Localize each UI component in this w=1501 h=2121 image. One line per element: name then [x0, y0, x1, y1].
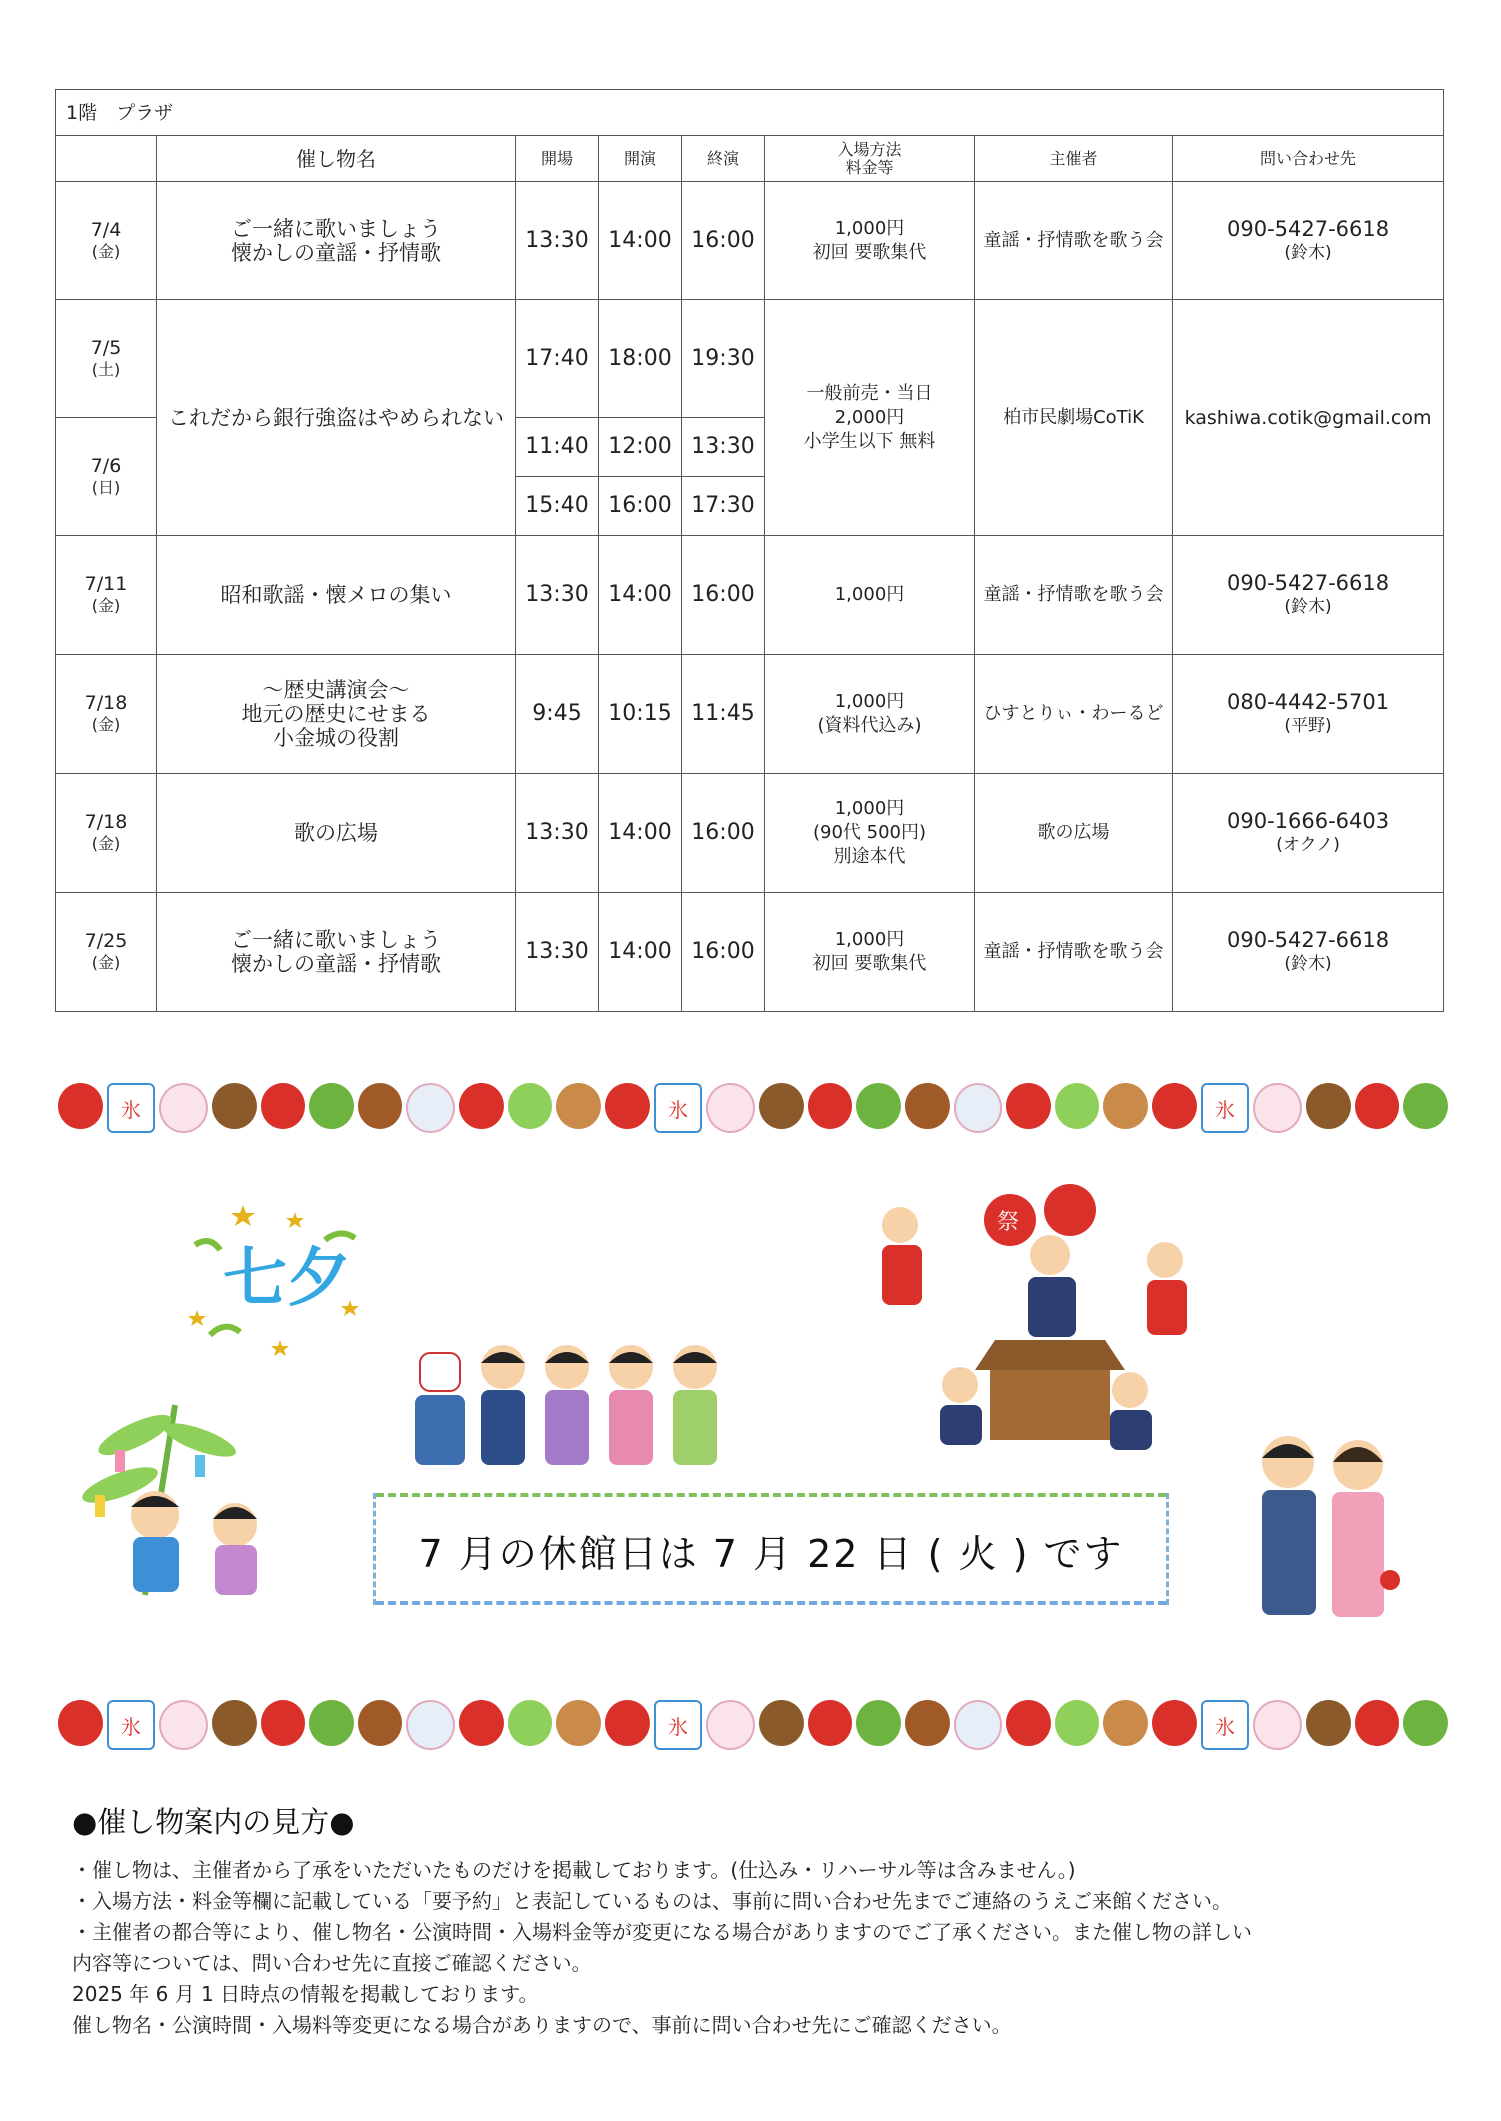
- start-time: 12:00: [599, 418, 682, 477]
- event-title-line: 懐かしの童謡・抒情歌: [231, 240, 441, 265]
- kakigori-flag-icon: 氷: [107, 1083, 156, 1133]
- yukata-couple-icon: [1240, 1430, 1405, 1630]
- closure-notice-text: 7 月の休館日は 7 月 22 日 ( 火 ) です: [418, 1532, 1124, 1576]
- contact-email: kashiwa.cotik@gmail.com: [1173, 300, 1444, 536]
- fee-line: 1,000円: [834, 798, 905, 819]
- green-fan-icon: [309, 1083, 354, 1129]
- usage-notes: [72, 1800, 1452, 2041]
- kakigori-flag-icon: 氷: [107, 1700, 156, 1750]
- castella-icon: [1103, 1700, 1148, 1746]
- open-time: 13:30: [516, 774, 599, 893]
- lantern-icon: [1006, 1700, 1051, 1746]
- fee-cell: [765, 182, 975, 300]
- header-row: [56, 136, 1444, 182]
- date: 7/18: [84, 692, 128, 714]
- header-end: 終演: [682, 136, 765, 182]
- table-row: [56, 655, 1444, 774]
- takoyaki-icon: [212, 1083, 257, 1129]
- yakitori-icon: [905, 1083, 950, 1129]
- lantern-icon: [1006, 1083, 1051, 1129]
- event-schedule-table: [55, 89, 1444, 1012]
- date: 7/25: [84, 930, 128, 952]
- kakigori-flag-icon: 氷: [654, 1083, 703, 1133]
- green-fan-icon: [309, 1700, 354, 1746]
- event-title-line: これだから銀行強盗はやめられない: [168, 405, 504, 430]
- matsuri-shrine-icon: [860, 1165, 1200, 1455]
- contact-cell: [1173, 655, 1444, 774]
- fee-line: 初回 要歌集代: [812, 241, 927, 263]
- open-time: 17:40: [516, 300, 599, 418]
- event-title-line: ご一緒に歌いましょう: [231, 216, 441, 241]
- fee-line: 小学生以下 無料: [803, 430, 936, 452]
- fee-line: (90代 500円): [812, 822, 927, 843]
- table-row: [56, 182, 1444, 300]
- water-balloon-icon: [1055, 1083, 1100, 1129]
- day-of-week: (金): [91, 953, 121, 972]
- green-fan-icon: [856, 1083, 901, 1129]
- castella-icon: [1103, 1083, 1148, 1129]
- table-row: [56, 300, 1444, 418]
- start-time: 18:00: [599, 300, 682, 418]
- omen-mask-icon: [954, 1083, 1003, 1133]
- event-title-line: 昭和歌謡・懐メロの集い: [220, 583, 452, 607]
- omen-mask-icon: [406, 1700, 455, 1750]
- open-time: 11:40: [516, 418, 599, 477]
- note-line: ・入場方法・料金等欄に記載している「要予約」と表記しているものは、事前に問い合わせ先までご連絡のうえご来館ください。: [72, 1889, 1232, 1913]
- contact-cell: [1173, 893, 1444, 1012]
- event-title-line: 歌の広場: [294, 821, 378, 845]
- cotton-candy-icon: [159, 1700, 208, 1750]
- open-time: 13:30: [516, 536, 599, 655]
- uchiwa-icon: [605, 1083, 650, 1129]
- note-line: 催し物名・公演時間・入場料等変更になる場合がありますので、事前に問い合わせ先にご確認ください。: [72, 2013, 1012, 2037]
- lantern-icon: [459, 1083, 504, 1129]
- water-balloon-icon: [508, 1083, 553, 1129]
- candy-apple-icon: [261, 1700, 306, 1746]
- start-time: 10:15: [599, 655, 682, 774]
- green-fan-icon: [1403, 1083, 1448, 1129]
- open-time: 9:45: [516, 655, 599, 774]
- fee-cell: [765, 655, 975, 774]
- contact-name: (鈴木): [1284, 954, 1332, 974]
- tanabata-logo-text: 七夕: [223, 1242, 351, 1316]
- header-start: 開演: [599, 136, 682, 182]
- date: 7/4: [90, 218, 122, 241]
- date-cell: [56, 182, 157, 300]
- fee-cell: [765, 774, 975, 893]
- header-entry-line1: 入場方法: [837, 139, 902, 159]
- takoyaki-icon: [1306, 1700, 1351, 1746]
- omen-mask-icon: [406, 1083, 455, 1133]
- matsuri-fan-text: 祭: [997, 1210, 1020, 1235]
- event-title-cell: [157, 655, 516, 774]
- date-cell: [56, 774, 157, 893]
- castella-icon: [556, 1083, 601, 1129]
- event-title-cell: [157, 774, 516, 893]
- yakitori-icon: [905, 1700, 950, 1746]
- fee-line: 1,000円: [834, 929, 905, 950]
- date: 7/6: [90, 454, 122, 477]
- day-of-week: (金): [91, 715, 121, 734]
- date-cell: [56, 655, 157, 774]
- end-time: 19:30: [682, 300, 765, 418]
- festival-border-top: [58, 1083, 1448, 1133]
- cotton-candy-icon: [706, 1083, 755, 1133]
- castella-icon: [556, 1700, 601, 1746]
- fee-line: (資料代込み): [817, 715, 922, 736]
- day-of-week: (土): [91, 359, 121, 379]
- fee-line: 1,000円: [834, 217, 905, 239]
- candy-apple-icon: [808, 1700, 853, 1746]
- day-of-week: (金): [91, 241, 121, 261]
- takoyaki-icon: [212, 1700, 257, 1746]
- table-row: [56, 893, 1444, 1012]
- closure-notice-box: [373, 1493, 1169, 1605]
- uchiwa-icon: [605, 1700, 650, 1746]
- end-time: 16:00: [682, 893, 765, 1012]
- date-cell: [56, 893, 157, 1012]
- fee-line: 1,000円: [834, 584, 905, 605]
- start-time: 16:00: [599, 477, 682, 536]
- day-of-week: (金): [91, 596, 121, 615]
- fee-line: 1,000円: [834, 691, 905, 712]
- green-fan-icon: [856, 1700, 901, 1746]
- table-row: [56, 774, 1444, 893]
- date: 7/18: [84, 811, 128, 833]
- children-bamboo-icon: [75, 1395, 285, 1600]
- fee-cell: [765, 893, 975, 1012]
- cotton-candy-icon: [1253, 1083, 1302, 1133]
- note-line: ・主催者の都合等により、催し物名・公演時間・入場料金等が変更になる場合がありますのでご了承ください。また催し物の詳しい: [72, 1920, 1252, 1944]
- organizer: ひすとりぃ・わーるど: [975, 655, 1173, 774]
- event-title-line: ご一緒に歌いましょう: [231, 928, 441, 952]
- end-time: 16:00: [682, 536, 765, 655]
- date-cell: [56, 536, 157, 655]
- end-time: 16:00: [682, 774, 765, 893]
- contact-phone: 080-4442-5701: [1226, 690, 1390, 714]
- contact-cell: [1173, 774, 1444, 893]
- open-time: 13:30: [516, 182, 599, 300]
- notes-title: ●催し物案内の見方●: [72, 1805, 355, 1839]
- note-line: 内容等については、問い合わせ先に直接ご確認ください。: [72, 1951, 592, 1975]
- uchiwa-icon: [58, 1700, 103, 1746]
- fee-line: 別途本代: [833, 846, 906, 867]
- header-entry-line2: 料金等: [845, 157, 894, 177]
- organizer: 童謡・抒情歌を歌う会: [975, 536, 1173, 655]
- kakigori-flag-icon: 氷: [1201, 1083, 1250, 1133]
- contact-cell: [1173, 536, 1444, 655]
- contact-name: (平野): [1284, 716, 1332, 736]
- candy-apple-icon: [261, 1083, 306, 1129]
- date-cell: [56, 418, 157, 536]
- contact-phone: 090-5427-6618: [1226, 571, 1390, 595]
- end-time: 13:30: [682, 418, 765, 477]
- contact-name: (鈴木): [1284, 597, 1332, 617]
- end-time: 11:45: [682, 655, 765, 774]
- open-time: 13:30: [516, 893, 599, 1012]
- event-title-line: 地元の歴史にせまる: [241, 702, 431, 726]
- tanabata-logo-icon: [185, 1200, 365, 1365]
- floor-label: 1階 プラザ: [56, 90, 1444, 136]
- start-time: 14:00: [599, 536, 682, 655]
- note-line: ・催し物は、主催者から了承をいただいたものだけを掲載しております。(仕込み・リハーサル等は含みません。): [72, 1858, 1076, 1882]
- header-date: [56, 136, 157, 182]
- table-row: [56, 536, 1444, 655]
- end-time: 17:30: [682, 477, 765, 536]
- contact-name: (オクノ): [1276, 835, 1340, 855]
- candy-apple-icon: [1355, 1700, 1400, 1746]
- note-line: 2025 年 6 月 1 日時点の情報を掲載しております。: [72, 1982, 539, 2006]
- organizer: 童謡・抒情歌を歌う会: [975, 182, 1173, 300]
- start-time: 14:00: [599, 893, 682, 1012]
- fee-line: 初回 要歌集代: [812, 953, 927, 974]
- organizer: 童謡・抒情歌を歌う会: [975, 893, 1173, 1012]
- omen-mask-icon: [954, 1700, 1003, 1750]
- header-contact: 問い合わせ先: [1173, 136, 1444, 182]
- uchiwa-icon: [1152, 1700, 1197, 1746]
- fee-cell: [765, 536, 975, 655]
- takoyaki-icon: [759, 1700, 804, 1746]
- water-balloon-icon: [508, 1700, 553, 1746]
- date: 7/11: [84, 573, 128, 595]
- event-title-line: 小金城の役割: [273, 726, 399, 750]
- lantern-icon: [459, 1700, 504, 1746]
- date-cell: [56, 300, 157, 418]
- header-open: 開場: [516, 136, 599, 182]
- festival-border-bottom: [58, 1700, 1448, 1750]
- event-title-cell: [157, 300, 516, 536]
- header-event: 催し物名: [157, 136, 516, 182]
- header-organizer: 主催者: [975, 136, 1173, 182]
- takoyaki-icon: [759, 1083, 804, 1129]
- kakigori-flag-icon: 氷: [1201, 1700, 1250, 1750]
- start-time: 14:00: [599, 774, 682, 893]
- uchiwa-icon: [1152, 1083, 1197, 1129]
- event-title-line: 懐かしの童謡・抒情歌: [231, 952, 441, 976]
- contact-phone: 090-5427-6618: [1226, 216, 1390, 241]
- yakitori-icon: [358, 1083, 403, 1129]
- uchiwa-icon: [58, 1083, 103, 1129]
- end-time: 16:00: [682, 182, 765, 300]
- event-title-cell: [157, 893, 516, 1012]
- day-of-week: (金): [91, 834, 121, 853]
- day-of-week: (日): [91, 477, 121, 497]
- green-fan-icon: [1403, 1700, 1448, 1746]
- start-time: 14:00: [599, 182, 682, 300]
- contact-name: (鈴木): [1284, 242, 1332, 263]
- header-entry: [765, 136, 975, 182]
- fee-line: 2,000円: [834, 406, 905, 428]
- date: 7/5: [90, 336, 122, 359]
- cotton-candy-icon: [1253, 1700, 1302, 1750]
- yukata-group-icon: [395, 1345, 790, 1480]
- contact-phone: 090-5427-6618: [1226, 928, 1390, 952]
- event-title-line: ～歴史講演会～: [262, 678, 410, 702]
- kakigori-flag-icon: 氷: [654, 1700, 703, 1750]
- organizer: 歌の広場: [975, 774, 1173, 893]
- contact-cell: [1173, 182, 1444, 300]
- notice-border-bottom: [376, 1601, 1166, 1605]
- fee-line: 一般前売・当日: [806, 382, 933, 404]
- fee-cell: [765, 300, 975, 536]
- notice-border-top: [376, 1493, 1166, 1497]
- contact-phone: 090-1666-6403: [1226, 809, 1390, 833]
- open-time: 15:40: [516, 477, 599, 536]
- event-title-cell: [157, 536, 516, 655]
- yakitori-icon: [358, 1700, 403, 1746]
- candy-apple-icon: [808, 1083, 853, 1129]
- cotton-candy-icon: [706, 1700, 755, 1750]
- cotton-candy-icon: [159, 1083, 208, 1133]
- candy-apple-icon: [1355, 1083, 1400, 1129]
- water-balloon-icon: [1055, 1700, 1100, 1746]
- event-title-cell: [157, 182, 516, 300]
- organizer: 柏市民劇場CoTiK: [975, 300, 1173, 536]
- takoyaki-icon: [1306, 1083, 1351, 1129]
